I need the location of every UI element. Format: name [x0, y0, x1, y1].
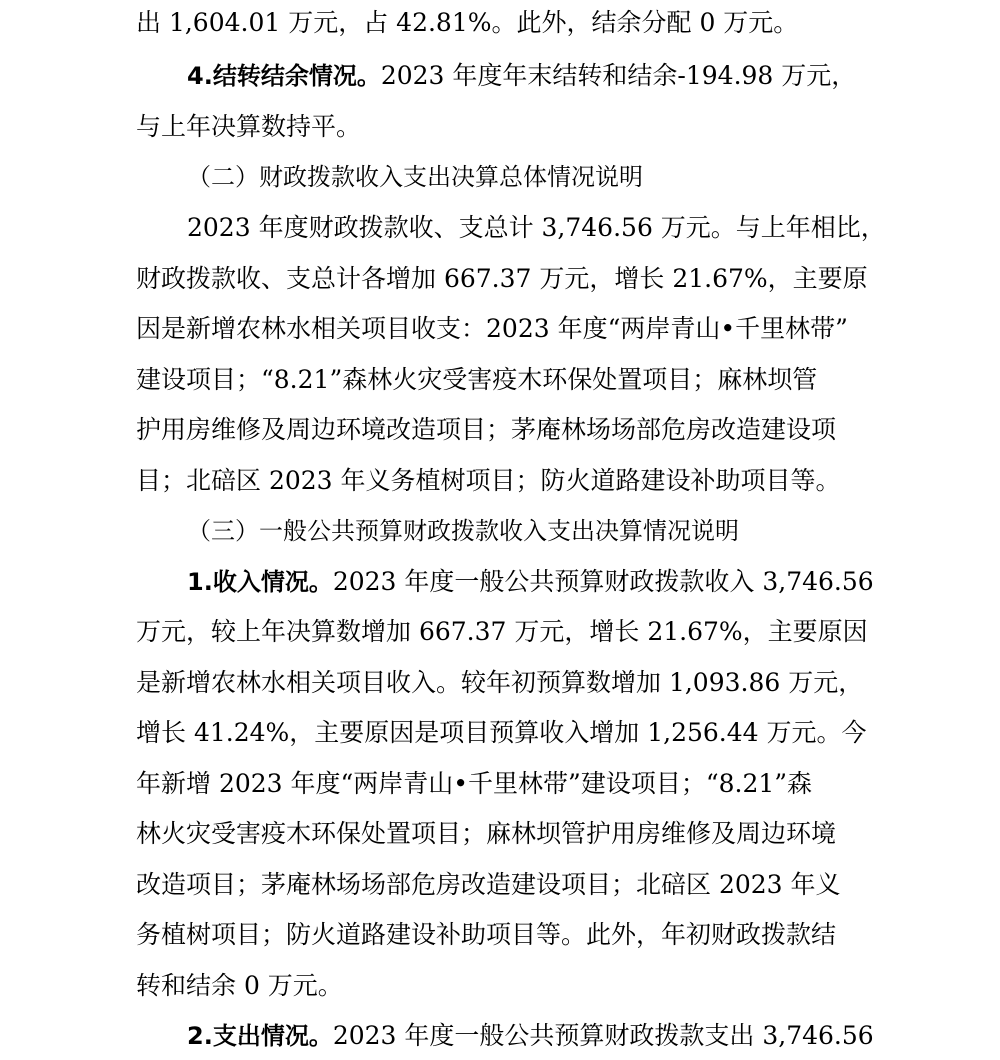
paragraph-line: 与上年决算数持平。	[136, 112, 362, 141]
paragraph-text: 2023 年度年末结转和结余-194.98 万元，	[380, 61, 857, 90]
paragraph-line: 出 1,604.01 万元，占 42.81%。此外，结余分配 0 万元。	[136, 8, 799, 37]
paragraph-line: 目；北碚区 2023 年义务植树项目；防火道路建设补助项目等。	[136, 466, 841, 495]
paragraph-line: 务植树项目；防火道路建设补助项目等。此外，年初财政拨款结	[136, 920, 837, 949]
paragraph-line: 改造项目；茅庵林场场部危房改造建设项目；北碚区 2023 年义	[136, 870, 841, 899]
paragraph-line: 年新增 2023 年度“两岸青山•千里林带”建设项目；“8.21”森	[136, 769, 813, 798]
paragraph-line: 林火灾受害疫木环保处置项目；麻林坝管护用房维修及周边环境	[136, 819, 837, 848]
paragraph-line: 财政拨款收、支总计各增加 667.37 万元，增长 21.67%，主要原	[136, 264, 868, 293]
paragraph-line: 增长 41.24%，主要原因是项目预算收入增加 1,256.44 万元。今	[136, 718, 867, 747]
paragraph-line: 是新增农林水相关项目收入。较年初预算数增加 1,093.86 万元，	[136, 668, 864, 697]
paragraph-line: 2023 年度财政拨款收、支总计 3,746.56 万元。与上年相比，	[187, 213, 886, 242]
paragraph-line	[187, 1019, 874, 1053]
paragraph-text: 2023 年度一般公共预算财政拨款支出 3,746.56	[332, 1021, 874, 1050]
section-heading: （三）一般公共预算财政拨款收入支出决算情况说明	[187, 517, 739, 545]
paragraph-line: 建设项目；“8.21”森林火灾受害疫木环保处置项目；麻林坝管	[136, 365, 818, 394]
section-heading: 1.收入情况。	[187, 568, 333, 596]
paragraph-line: 护用房维修及周边环境改造项目；茅庵林场场部危房改造建设项	[136, 415, 837, 444]
paragraph-line	[187, 59, 856, 93]
section-heading: （二）财政拨款收入支出决算总体情况说明	[187, 163, 643, 191]
section-heading: 4.结转结余情况。	[187, 62, 381, 90]
paragraph-line: 因是新增农林水相关项目收支：2023 年度“两岸青山•千里林带”	[136, 314, 848, 343]
paragraph-line	[187, 565, 874, 599]
paragraph-line: 万元，较上年决算数增加 667.37 万元，增长 21.67%，主要原因	[136, 617, 868, 646]
paragraph-line: 转和结余 0 万元。	[136, 971, 343, 1000]
paragraph-text: 2023 年度一般公共预算财政拨款收入 3,746.56	[332, 567, 874, 596]
section-heading: 2.支出情况。	[187, 1022, 333, 1050]
